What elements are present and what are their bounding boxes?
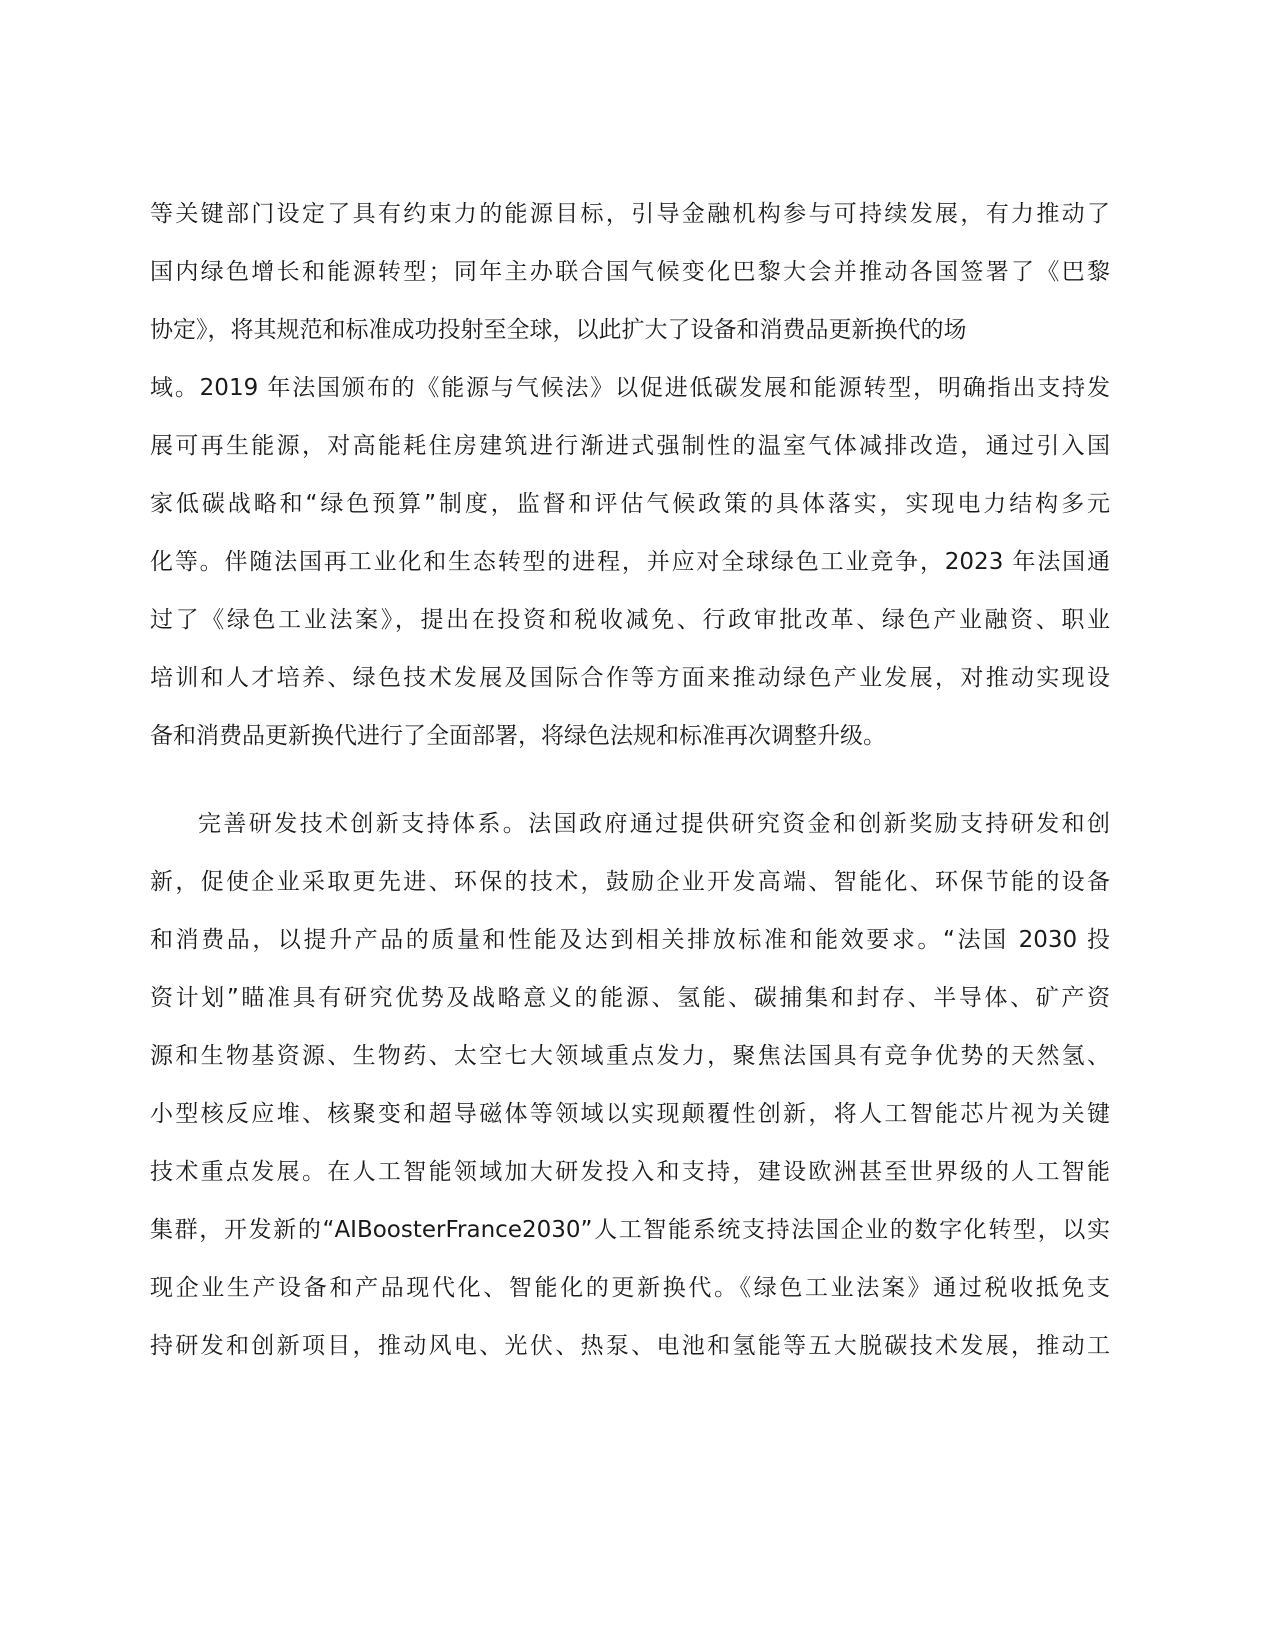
paragraph-2 bbox=[150, 795, 1110, 1375]
paragraph-line: 现企业生产设备和产品现代化、智能化的更新换代。《绿色工业法案》通过税收抵免支 bbox=[150, 1275, 1110, 1301]
paragraph-line: 小型核反应堆、核聚变和超导磁体等领域以实现颠覆性创新，将人工智能芯片视为关键 bbox=[150, 1101, 1110, 1127]
paragraph-line: 备和消费品更新换代进行了全面部署，将绿色法规和标准再次调整升级。 bbox=[150, 723, 886, 749]
paragraph-line: 源和生物基资源、生物药、太空七大领域重点发力，聚焦法国具有竞争优势的天然氢、 bbox=[150, 1043, 1110, 1069]
paragraph-line: 技术重点发展。在人工智能领域加大研发投入和支持，建设欧洲甚至世界级的人工智能 bbox=[150, 1159, 1110, 1185]
paragraph-line: 过了《绿色工业法案》，提出在投资和税收减免、行政审批改革、绿色产业融资、职业 bbox=[150, 607, 1110, 633]
paragraph-line: 国内绿色增长和能源转型；同年主办联合国气候变化巴黎大会并推动各国签署了《巴黎 bbox=[150, 259, 1110, 285]
paragraph-line: 新，促使企业采取更先进、环保的技术，鼓励企业开发高端、智能化、环保节能的设备 bbox=[150, 869, 1110, 895]
paragraph-line: 化等。伴随法国再工业化和生态转型的进程，并应对全球绿色工业竞争，2023 年法国通 bbox=[150, 549, 1110, 575]
paragraph-line: 和消费品，以提升产品的质量和性能及达到相关排放标准和能效要求。“法国 2030 投 bbox=[150, 927, 1110, 953]
paragraph-line: 集群，开发新的“AIBoosterFrance2030”人工智能系统支持法国企业的数字化转型，以实 bbox=[150, 1217, 1110, 1243]
paragraph-line: 资计划”瞄准具有研究优势及战略意义的能源、氢能、碳捕集和封存、半导体、矿产资 bbox=[150, 985, 1110, 1011]
paragraph-line: 培训和人才培养、绿色技术发展及国际合作等方面来推动绿色产业发展，对推动实现设 bbox=[150, 665, 1110, 691]
paragraph-line: 持研发和创新项目，推动风电、光伏、热泵、电池和氢能等五大脱碳技术发展，推动工 bbox=[150, 1333, 1110, 1359]
paragraph-line: 域。2019 年法国颁布的《能源与气候法》以促进低碳发展和能源转型，明确指出支持发 bbox=[150, 375, 1110, 401]
paragraph-line: 完善研发技术创新支持体系。法国政府通过提供研究资金和创新奖励支持研发和创 bbox=[198, 811, 1110, 837]
paragraph-line: 展可再生能源，对高能耗住房建筑进行渐进式强制性的温室气体减排改造，通过引入国 bbox=[150, 433, 1110, 459]
paragraph-line: 等关键部门设定了具有约束力的能源目标，引导金融机构参与可持续发展，有力推动了 bbox=[150, 201, 1110, 227]
paragraph-line: 协定》，将其规范和标准成功投射至全球，以此扩大了设备和消费品更新换代的场 bbox=[150, 317, 967, 343]
paragraph-line: 家低碳战略和“绿色预算”制度，监督和评估气候政策的具体落实，实现电力结构多元 bbox=[150, 491, 1110, 517]
paragraph-1 bbox=[150, 185, 1110, 765]
